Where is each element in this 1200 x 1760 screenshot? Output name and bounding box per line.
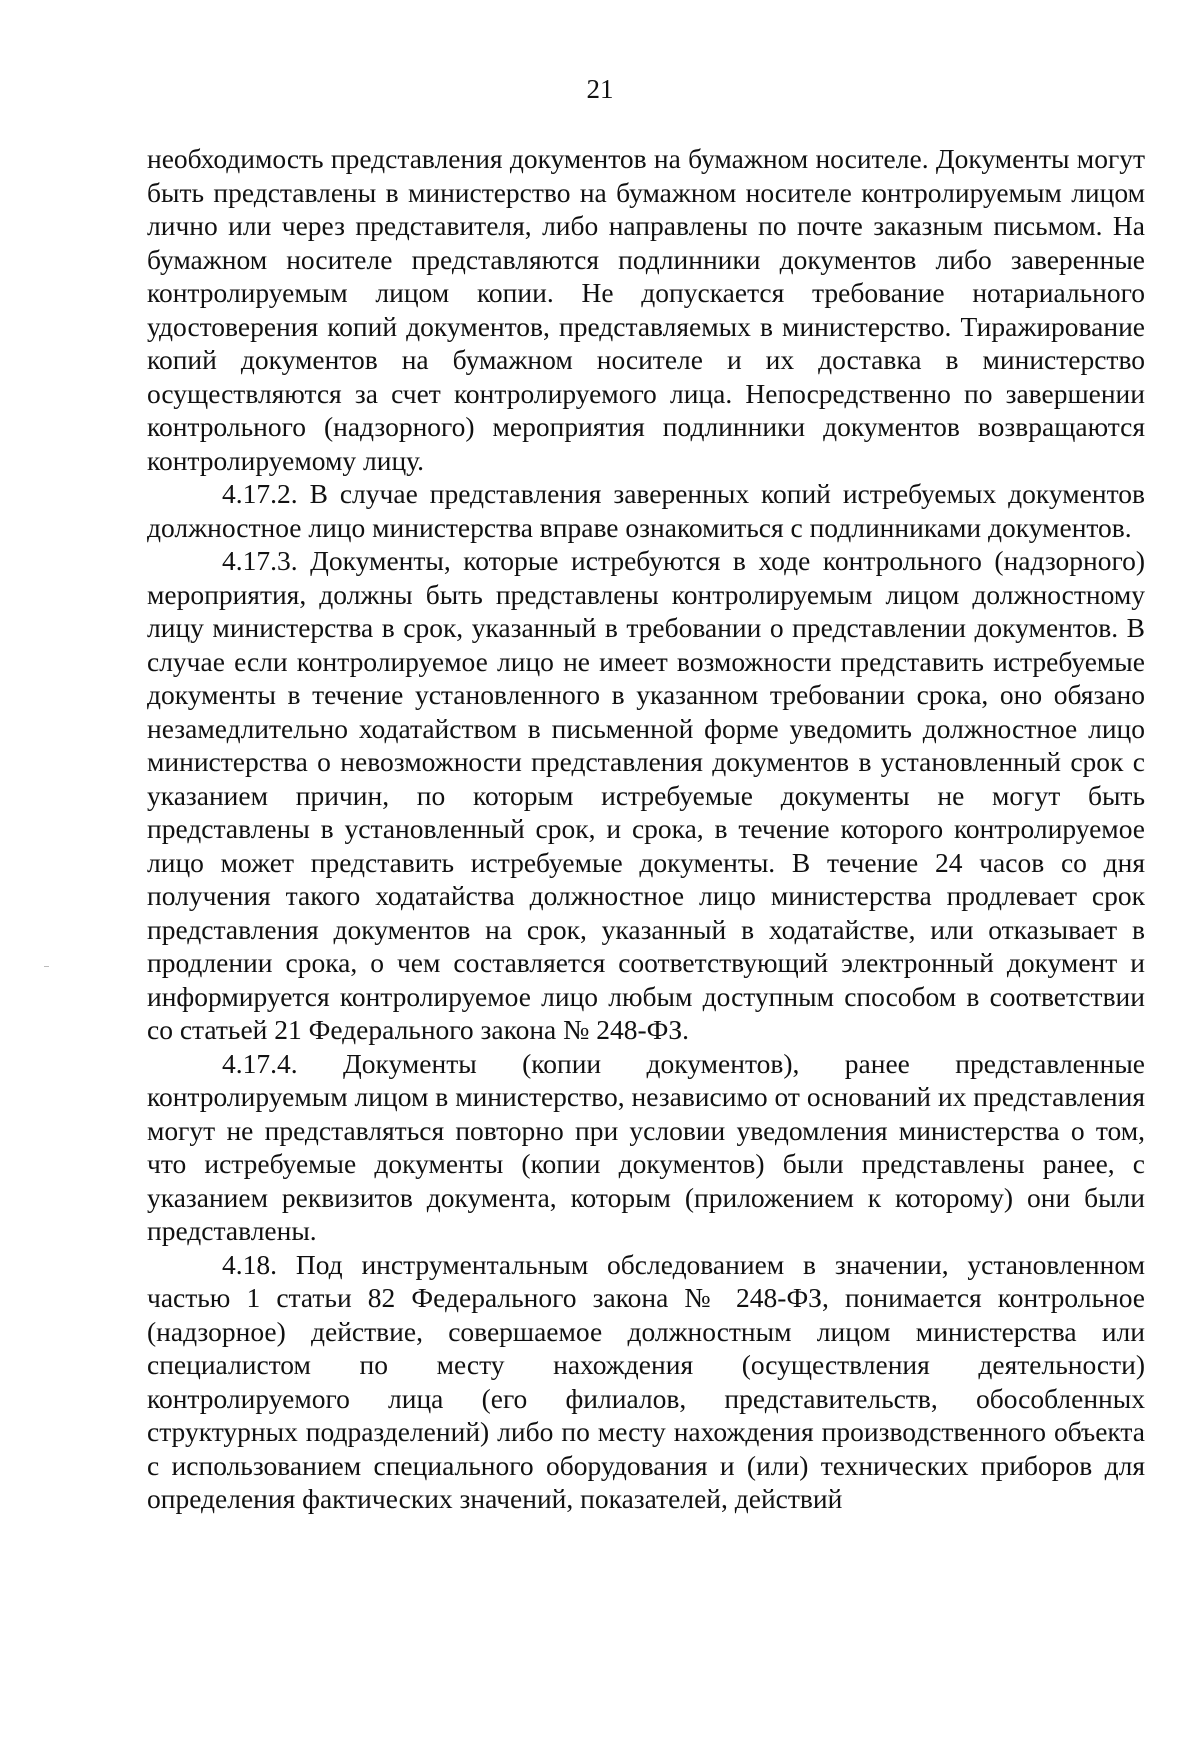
page-number: 21 bbox=[586, 74, 614, 104]
paragraph-4-17-3: 4.17.3. Документы, которые истребуются в ходе контрольного (надзорного) мероприятия, должны быть представлены контролируемым лицом должностному лицу министерства в срок, указанный в требовании о представлении документов. В случае если контролируемое лицо не имеет возможности представить истребуемые документы в течение установленного в указанном требовании срока, оно обязано незамедлительно ходатайством в письменной форме уведомить должностное лицо министерства о невозможности представления документов в установленный срок с указанием причин, по которым истребуемые документы не могут быть представлены в установленный срок, и срока, в течение которого контролируемое лицо может представить истребуемые документы. В течение 24 часов со дня получения такого ходатайства должностное лицо министерства продлевает срок представления документов на срок, указанный в ходатайстве, или отказывает в продлении срока, о чем составляется соответствующий электронный документ и информируется контролируемое лицо любым доступным способом в соответствии со статьей 21 Федерального закона № 248-ФЗ. bbox=[147, 545, 1145, 1045]
paragraph-4-17-4: 4.17.4. Документы (копии документов), ранее представленные контролируемым лицом в министерство, независимо от оснований их представления могут не представляться повторно при условии уведомления министерства о том, что истребуемые документы (копии документов) были представлены ранее, с указанием реквизитов документа, которым (приложением к которому) они были представлены. bbox=[147, 1047, 1145, 1246]
paragraph-continuation: необходимость представления документов на бумажном носителе. Документы могут быть представлены в министерство на бумажном носителе контролируемым лицом лично или через представителя, либо направлены по почте заказным письмом. На бумажном носителе представляются подлинники документов либо заверенные контролируемым лицом копии. Не допускается требование нотариального удостоверения копий документов, представляемых в министерство. Тиражирование копий документов на бумажном носителе и их доставка в министерство осуществляются за счет контролируемого лица. Непосредственно по завершении контрольного (надзорного) мероприятия подлинники документов возвращаются контролируемому лицу. bbox=[147, 143, 1145, 476]
document-body bbox=[147, 142, 1145, 1516]
paragraph-4-18: 4.18. Под инструментальным обследованием в значении, установленном частью 1 статьи 82 Федерального закона № 248-ФЗ, понимается контрольное (надзорное) действие, совершаемое должностным лицом министерства или специалистом по месту нахождения (осуществления деятельности) контролируемого лица (его филиалов, представительств, обособленных структурных подразделений) либо по месту нахождения производственного объекта с использованием специального оборудования и (или) технических приборов для определения фактических значений, показателей, действий bbox=[147, 1248, 1145, 1514]
margin-mark bbox=[44, 966, 49, 967]
paragraph-4-17-2: 4.17.2. В случае представления заверенных копий истребуемых документов должностное лицо министерства вправе ознакомиться с подлинниками документов. bbox=[147, 478, 1145, 543]
